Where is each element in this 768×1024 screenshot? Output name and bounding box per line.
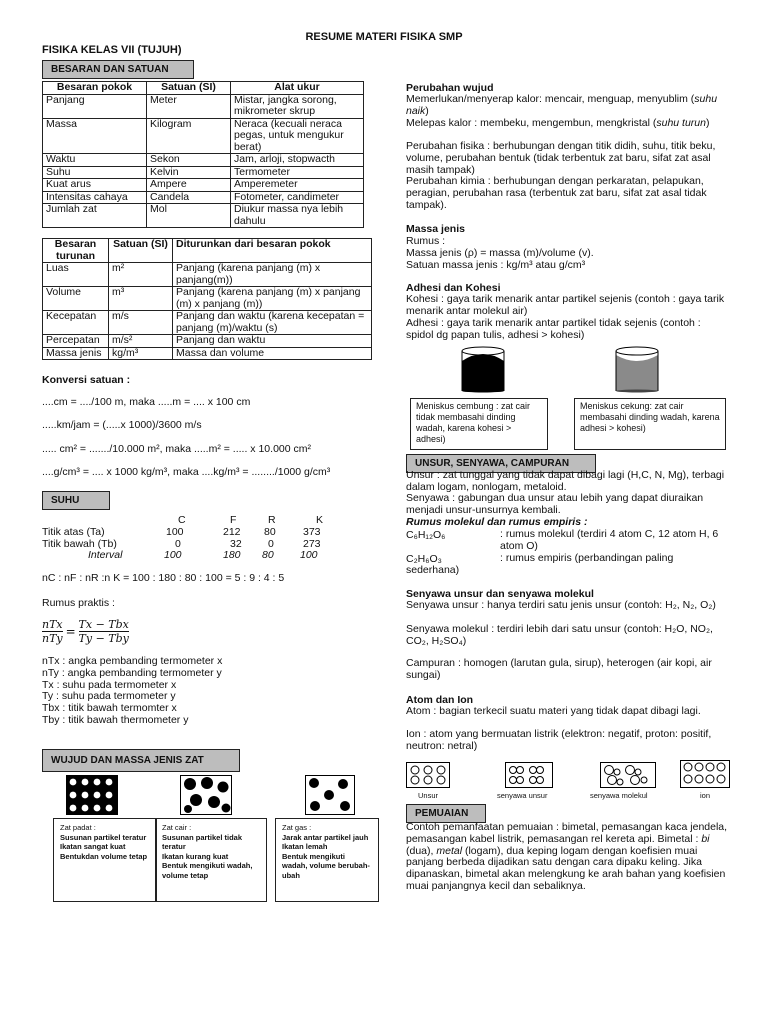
liquid-particles-icon	[180, 775, 232, 815]
formula-lhs-bottom: nTy	[42, 632, 63, 645]
solid-particles-icon	[66, 775, 118, 815]
adhesi-heading: Adhesi dan Kohesi	[406, 282, 501, 294]
zat-gas-line: Ikatan lemah	[282, 842, 328, 851]
unsur-particles-icon	[406, 762, 450, 788]
massajenis-heading: Massa jenis	[406, 223, 465, 235]
zat-gas-title: Zat gas :	[282, 823, 312, 832]
formula-molekul-desc: : rumus molekul (terdiri 4 atom C, 12 atom H, 6 atom O)	[500, 528, 719, 552]
rumus-praktis-label: Rumus praktis :	[42, 597, 115, 609]
table-cell: Meter	[147, 94, 231, 118]
suhu-legend	[42, 656, 342, 727]
suhu-col-c: C	[178, 514, 186, 526]
legend-line: Tbx : titik bawah termomter x	[42, 702, 177, 715]
konversi-line: ....g/cm³ = .... x 1000 kg/m³, maka ....kg/m³ = ......../1000 g/cm³	[42, 466, 331, 478]
formula-empiris-desc: : rumus empiris (perbandingan paling sederhana)	[406, 552, 674, 576]
zat-gas-box	[275, 818, 379, 902]
gas-particles-icon	[305, 775, 355, 815]
table-header: Satuan (SI)	[147, 82, 231, 95]
zat-padat-box	[53, 818, 157, 902]
suhu-value: 273	[303, 538, 321, 550]
suhu-col-r: R	[268, 514, 276, 526]
table-cell: Mistar, jangka sorong, mikrometer skrup	[231, 94, 364, 118]
table-cell: Waktu	[43, 154, 147, 167]
section-suhu-heading: SUHU	[42, 491, 110, 510]
suhu-value: 100	[300, 549, 318, 561]
table-header: Besaran pokok	[43, 82, 147, 95]
text: Contoh pemanfaatan pemuaian : bimetal, pemasangan kaca jendela, pemasangan kabel listrik, pemasangan rel kereta api. Bimetal :	[406, 821, 728, 845]
legend-line: nTx : angka pembanding termometer x	[42, 655, 223, 667]
table-cell: Massa jenis	[43, 347, 109, 360]
table-row	[43, 311, 372, 335]
perubahan-p3: Perubahan fisika : berhubungan dengan titik didih, suhu, titik beku, volume, perubahan bentuk (tidak terbentuk zat baru, sifat zat asal masih tampak)	[406, 140, 716, 176]
text: (logam), dua keping logam dengan koefisien muai panjang berbeda dijadikan satu dengan cara dipaku keling. Jika dipanaskan, bimetal akan melengkung ke arah bahan yang koefisien muai panjangnya kecil dan sebaliknya.	[406, 844, 726, 892]
senyawa-unsur-particles-icon	[505, 762, 553, 788]
table-header: Alat ukur	[231, 82, 364, 95]
perubahan-heading: Perubahan wujud	[406, 82, 494, 94]
convex-meniscus-beaker-icon	[460, 345, 506, 393]
formula-lhs-top: nTx	[42, 618, 63, 631]
ion-text: Ion : atom yang bermuatan listrik (elektron: negatif, proton: positif, neutron: netral)	[406, 728, 712, 752]
suhu-col-k: K	[316, 514, 324, 526]
konversi-line: .....km/jam = (.....x 1000)/3600 m/s	[42, 419, 202, 431]
formula-empiris: C₂H₆O₃	[406, 553, 442, 565]
text: Melepas kalor : membeku, mengembun, mengkristal (	[406, 117, 657, 129]
table-cell: m/s	[109, 311, 173, 335]
table-header: Diturunkan dari besaran pokok	[173, 239, 372, 263]
meniskus-cembung-box: Meniskus cembung : zat cair tidak membasahi dinding wadah, karena kohesi > adhesi)	[410, 398, 548, 450]
atom-text: Atom : bagian terkecil suatu materi yang tidak dapat dibagi lagi.	[406, 705, 701, 717]
table-cell: Panjang	[43, 94, 147, 118]
table-cell: Panjang (karena panjang (m) x panjang (m) x panjang (m))	[173, 287, 372, 311]
table-cell: Kecepatan	[43, 311, 109, 335]
table-cell: Kelvin	[147, 166, 231, 179]
table-cell: Ampere	[147, 179, 231, 192]
zat-padat-line: Ikatan sangat kuat	[60, 842, 126, 851]
table-row	[43, 118, 364, 154]
table-row	[43, 94, 364, 118]
zat-cair-title: Zat cair :	[162, 823, 192, 832]
table-cell: m³	[109, 287, 173, 311]
text-italic: suhu naik	[406, 93, 718, 117]
massajenis-line: Massa jenis (ρ) = massa (m)/volume (v).	[406, 247, 594, 259]
table-besaran-turunan	[42, 238, 372, 360]
table-cell: Massa dan volume	[173, 347, 372, 360]
table-row	[43, 347, 372, 360]
table-cell: Volume	[43, 287, 109, 311]
konversi-line: ....cm = ..../100 m, maka .....m = .... x 100 cm	[42, 396, 251, 408]
suhu-formula: $\frac{\text{nTx}}{\text{nTy}}$ = $\frac{\text{Tx − Tbx}}{\text{Ty − Tby}}$	[42, 618, 129, 645]
suhu-value: 0	[175, 538, 181, 550]
table-cell: m²	[109, 263, 173, 287]
zat-padat-line: Bentukdan volume tetap	[60, 851, 148, 861]
formula-rhs-bottom: Ty − Tby	[78, 632, 129, 645]
section-pemuaian-heading: PEMUAIAN	[406, 804, 486, 823]
table-header: Satuan (SI)	[109, 239, 173, 263]
suhu-col-f: F	[230, 514, 237, 526]
table-cell: Luas	[43, 263, 109, 287]
table-cell: Intensitas cahaya	[43, 191, 147, 204]
zat-padat-title: Zat padat :	[60, 823, 96, 832]
formula-molekul: C₆H₁₂O₆	[406, 529, 446, 541]
table-cell: Panjang dan waktu (karena kecepatan = panjang (m)/waktu (s)	[173, 311, 372, 335]
table-row	[43, 287, 372, 311]
table-row	[43, 154, 364, 167]
senyawa-heading: Senyawa unsur dan senyawa molekul	[406, 588, 594, 600]
zat-cair-box	[155, 818, 267, 902]
table-cell: Panjang (karena panjang (m) x panjang(m))	[173, 263, 372, 287]
zat-cair-line: Ikatan kurang kuat	[162, 851, 229, 861]
table-cell: Percepatan	[43, 335, 109, 348]
section-besaran-heading: BESARAN DAN SATUAN	[42, 60, 194, 79]
text-italic: metal	[436, 844, 463, 857]
table-cell: kg/m³	[109, 347, 173, 360]
legend-line: Tx : suhu pada termometer x	[42, 678, 177, 691]
table-header: Besaran turunan	[43, 239, 109, 263]
suhu-row-label: Interval	[88, 549, 123, 561]
page-subtitle: FISIKA KELAS VII (TUJUH)	[42, 44, 182, 56]
table-cell: Panjang dan waktu	[173, 335, 372, 348]
senyawa-text: Senyawa : gabungan dua unsur atau lebih yang dapat diuraikan menjadi unsur-unsurnya kembali.	[406, 492, 704, 516]
massajenis-line: Satuan massa jenis : kg/m³ atau g/cm³	[406, 259, 586, 271]
table-cell: Kuat arus	[43, 179, 147, 192]
suhu-row-label: Titik bawah (Tb)	[42, 538, 117, 550]
text-italic: suhu turun	[656, 117, 706, 129]
table-cell: Termometer	[231, 166, 364, 179]
table-cell: Suhu	[43, 166, 147, 179]
table-cell: Kilogram	[147, 118, 231, 154]
particle-label-senyawa-molekul: senyawa molekul	[590, 791, 648, 800]
formula-rhs-top: Tx − Tbx	[78, 618, 129, 631]
particle-label-ion: ion	[700, 791, 711, 800]
suhu-row-label: Titik atas (Ta)	[42, 526, 105, 538]
suhu-value: 32	[230, 538, 242, 550]
suhu-value: 80	[264, 526, 276, 538]
rumus-molekul-heading: Rumus molekul dan rumus empiris :	[406, 516, 588, 528]
text: )	[425, 104, 429, 117]
table-cell: Neraca (kecuali neraca pegas, untuk mengukur berat)	[231, 118, 364, 154]
senyawa-molekul-text: Senyawa molekul : terdiri lebih dari satu unsur (contoh: H₂O, NO₂, CO₂, H₂SO₄)	[406, 623, 713, 647]
table-cell: Massa	[43, 118, 147, 154]
suhu-value: 100	[164, 549, 182, 561]
suhu-value: 100	[166, 526, 184, 538]
legend-line: nTy : angka pembanding termometer y	[42, 666, 222, 679]
adhesi-text: Adhesi : gaya tarik menarik antar partikel tidak sejenis (contoh : spidol dg papan tulis, adhesi > kohesi)	[406, 317, 701, 341]
zat-gas-line: Bentuk mengikuti wadah, volume berubah-ubah	[282, 851, 370, 880]
perubahan-p1	[406, 94, 726, 118]
atom-heading: Atom dan Ion	[406, 694, 474, 706]
table-cell: Amperemeter	[231, 179, 364, 192]
suhu-value: 180	[223, 549, 241, 561]
zat-gas-line: Jarak antar partikel jauh	[282, 832, 369, 842]
zat-cair-line: Susunan partikel tidak teratur	[162, 832, 243, 851]
massajenis-line: Rumus :	[406, 235, 446, 247]
particle-label-unsur: Unsur	[418, 791, 439, 800]
senyawa-unsur-text: Senyawa unsur : hanya terdiri satu jenis unsur (contoh: H₂, N₂, O₂)	[406, 599, 716, 611]
particle-label-senyawa-unsur: senyawa unsur	[497, 791, 548, 800]
table-row	[43, 179, 364, 192]
kohesi-text: Kohesi : gaya tarik menarik antar partikel sejenis (contoh : gaya tarik menarik antar molekul air)	[406, 293, 725, 317]
section-unsur-heading: UNSUR, SENYAWA, CAMPURAN	[406, 454, 596, 473]
table-row	[43, 191, 364, 204]
table-cell: Fotometer, candimeter	[231, 191, 364, 204]
table-cell: Jumlah zat	[43, 204, 147, 228]
suhu-value: 373	[303, 526, 321, 538]
campuran-text: Campuran : homogen (larutan gula, sirup), heterogen (air kopi, air sungai)	[406, 657, 712, 681]
page-title: RESUME MATERI FISIKA SMP	[305, 31, 463, 43]
zat-padat-line: Susunan partikel teratur	[60, 832, 147, 842]
table-row	[43, 335, 372, 348]
table-cell: Mol	[147, 204, 231, 228]
perubahan-p4: Perubahan kimia : berhubungan dengan perkaratan, pelapukan, peragian, perubahan rasa (terbentuk zat baru, sifat zat asal tidak tampak).	[406, 175, 707, 211]
ion-particles-icon	[680, 760, 730, 788]
table-cell: Jam, arloji, stopwacth	[231, 154, 364, 167]
legend-line: Tby : titik bawah thermometer y	[42, 713, 189, 726]
text: )	[705, 117, 710, 129]
text: (dua),	[406, 844, 437, 857]
zat-cair-line: Bentuk mengikuti wadah, volume tetap	[162, 861, 253, 880]
concave-meniscus-beaker-icon	[614, 345, 660, 393]
konversi-line: ..... cm² = ......./10.000 m², maka .....m² = ..... x 10.000 cm²	[42, 443, 311, 455]
text: Memerlukan/menyerap kalor: mencair, menguap, menyublim (	[406, 93, 695, 105]
table-cell: Sekon	[147, 154, 231, 167]
suhu-ratio: nC : nF : nR :n K = 100 : 180 : 80 : 100 = 5 : 9 : 4 : 5	[42, 572, 285, 584]
unsur-text: Unsur : zat tunggal yang tidak dapat dibagi lagi (H,C, N, Mg), terbagi dalam logam, nonlogam, metaloid.	[406, 469, 725, 493]
table-cell: m/s²	[109, 335, 173, 348]
meniskus-cekung-box: Meniskus cekung: zat cair membasahi dinding wadah, karena adhesi > kohesi)	[574, 398, 726, 450]
perubahan-p2	[406, 118, 726, 130]
table-cell: Diukur massa nya lebih dahulu	[231, 204, 364, 228]
legend-line: Ty : suhu pada termometer y	[42, 690, 176, 703]
suhu-value: 80	[262, 549, 274, 561]
table-cell: Candela	[147, 191, 231, 204]
pemuaian-text	[406, 822, 728, 893]
konversi-heading: Konversi satuan :	[42, 374, 131, 386]
suhu-value: 212	[223, 526, 241, 538]
table-besaran-pokok	[42, 81, 364, 228]
table-row	[43, 263, 372, 287]
table-row	[43, 204, 364, 228]
senyawa-molekul-particles-icon	[600, 762, 656, 788]
section-wujud-heading: WUJUD DAN MASSA JENIS ZAT	[42, 749, 240, 772]
table-row	[43, 166, 364, 179]
text-italic: bi	[701, 832, 710, 845]
suhu-value: 0	[268, 538, 274, 550]
